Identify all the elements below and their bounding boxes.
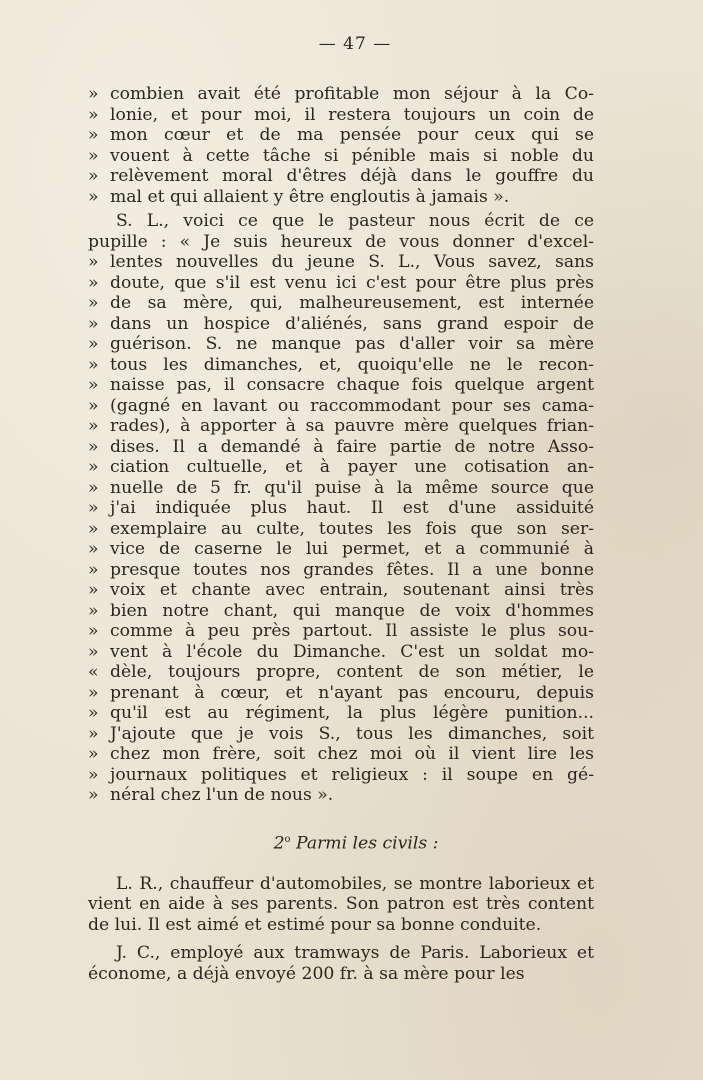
quote-mark: » — [88, 125, 99, 145]
line-text: dèle, toujours propre, content de son métier, le — [110, 662, 594, 682]
line-text: vent à l'école du Dimanche. C'est un soldat mo- — [110, 641, 594, 662]
page-number: — 47 — — [318, 34, 392, 54]
quote-line — [88, 539, 594, 560]
paragraph-lr — [88, 874, 594, 936]
quote-mark: » — [88, 477, 99, 498]
quote-line — [88, 146, 594, 167]
line-text: qu'il est au régiment, la plus légère punition... — [110, 703, 594, 723]
quote-mark: » — [88, 104, 99, 125]
paragraph-jc — [88, 943, 594, 984]
quote-line — [88, 457, 594, 478]
quote-line — [88, 785, 594, 806]
line-text: bien notre chant, qui manque de voix d'hommes — [110, 600, 594, 621]
quote-mark: » — [88, 703, 99, 723]
line-text: relèvement moral d'êtres déjà dans le gouffre du — [110, 166, 594, 186]
line-text: vice de caserne le lui permet, et a communié à — [110, 539, 594, 559]
line-text: (gagné en lavant ou raccommodant pour ses cama- — [110, 395, 594, 416]
quote-line — [88, 105, 594, 126]
quote-mark: » — [88, 600, 99, 621]
line-text: nuelle de 5 fr. qu'il puise à la même source que — [110, 477, 594, 498]
quote-mark: » — [88, 785, 99, 805]
line-text: chez mon frère, soit chez moi où il vient lire les — [110, 744, 594, 764]
quote-line — [88, 498, 594, 519]
line-text: tous les dimanches, et, quoiqu'elle ne le recon- — [110, 354, 594, 375]
line-text: rades), à apporter à sa pauvre mère quelques frian- — [110, 416, 594, 436]
line-text: dans un hospice d'aliénés, sans grand espoir de — [110, 313, 594, 334]
line-text: journaux politiques et religieux : il soupe en gé- — [110, 764, 594, 785]
page-body — [88, 84, 594, 984]
quote-line — [88, 166, 594, 187]
quote-line — [88, 744, 594, 765]
quote-line — [88, 375, 594, 396]
book-page — [88, 34, 594, 984]
quote-mark: » — [88, 559, 99, 580]
quote-mark: » — [88, 334, 99, 354]
quote-line — [88, 601, 594, 622]
quote-mark: » — [88, 293, 99, 313]
paragraph-sl — [88, 211, 594, 252]
quote-line — [88, 252, 594, 273]
text-line — [88, 232, 594, 253]
quote-line — [88, 355, 594, 376]
quote-line — [88, 125, 594, 146]
line-text: lentes nouvelles du jeune S. L., Vous savez, sans — [110, 252, 594, 272]
line-text: combien avait été profitable mon séjour à la Co- — [110, 84, 594, 104]
text-line — [88, 211, 594, 232]
quote-line — [88, 416, 594, 437]
quote-line — [88, 437, 594, 458]
quote-mark: » — [88, 84, 99, 104]
line-text: lonie, et pour moi, il restera toujours un coin de — [110, 104, 594, 125]
section-title: Parmi les civils : — [296, 833, 439, 854]
line-text: mon cœur et de ma pensée pour ceux qui se — [110, 125, 594, 145]
quote-line — [88, 396, 594, 417]
quote-mark: » — [88, 539, 99, 559]
quote-mark: » — [88, 518, 99, 539]
quote-line — [88, 765, 594, 786]
line-text: comme à peu près partout. Il assiste le plus sou- — [110, 621, 594, 641]
quote-mark: » — [88, 498, 99, 518]
line-text: de sa mère, qui, malheureusement, est internée — [110, 293, 594, 313]
quote-line — [88, 642, 594, 663]
quote-line — [88, 560, 594, 581]
quote-mark: « — [88, 662, 99, 682]
quote-line — [88, 519, 594, 540]
quote-mark: » — [88, 252, 99, 272]
quote-line — [88, 84, 594, 105]
quote-mark: » — [88, 621, 99, 641]
line-text: pupille : « Je suis heureux de vous donner d'excel- — [88, 231, 594, 252]
line-text: prenant à cœur, et n'ayant pas encouru, depuis — [110, 682, 594, 703]
quote-mark: » — [88, 436, 99, 457]
line-text: guérison. S. ne manque pas d'aller voir sa mère — [110, 334, 594, 354]
line-text: S. L., voici ce que le pasteur nous écrit de ce — [116, 211, 594, 231]
quote-mark: » — [88, 186, 99, 207]
quote-mark: » — [88, 723, 99, 744]
quote-line — [88, 724, 594, 745]
section-ordinal: o — [284, 833, 291, 845]
line-text: voix et chante avec entrain, soutenant ainsi très — [110, 580, 594, 600]
quote-mark: » — [88, 145, 99, 166]
quote-line — [88, 580, 594, 601]
line-text: dises. Il a demandé à faire partie de notre Asso- — [110, 436, 594, 457]
quote-mark: » — [88, 764, 99, 785]
quote-mark: » — [88, 313, 99, 334]
line-text: doute, que s'il est venu ici c'est pour être plus près — [110, 272, 594, 293]
paragraph-text: J. C., employé aux tramways de Paris. Laborieux et économe, a déjà envoyé 200 fr. à sa mère pour les — [88, 943, 594, 984]
line-text: néral chez l'un de nous ». — [110, 785, 334, 805]
quote-line — [88, 703, 594, 724]
quote-mark: » — [88, 682, 99, 703]
line-text: mal et qui allaient y être engloutis à jamais ». — [110, 186, 510, 207]
line-text: vouent à cette tâche si pénible mais si noble du — [110, 145, 594, 166]
quote-line — [88, 662, 594, 683]
quote-line — [88, 683, 594, 704]
quote-mark: » — [88, 354, 99, 375]
quote-line — [88, 273, 594, 294]
quote-line — [88, 293, 594, 314]
quote-mark: » — [88, 375, 99, 395]
quote-mark: » — [88, 457, 99, 477]
quote-mark: » — [88, 744, 99, 764]
quote-mark: » — [88, 166, 99, 186]
section-heading — [88, 830, 594, 854]
line-text: J'ajoute que je vois S., tous les dimanches, soit — [110, 723, 594, 744]
paragraph-spacer — [88, 935, 594, 943]
quote-mark: » — [88, 272, 99, 293]
quote-mark: » — [88, 416, 99, 436]
line-text: j'ai indiquée plus haut. Il est d'une assiduité — [110, 498, 594, 518]
line-text: naisse pas, il consacre chaque fois quelque argent — [110, 375, 594, 395]
quote-mark: » — [88, 580, 99, 600]
quote-line — [88, 334, 594, 355]
paragraph-text: L. R., chauffeur d'automobiles, se montre laborieux et vient en aide à ses parents. Son patron est très content de lui. Il est aimé et estimé pour sa bonne conduite. — [88, 873, 594, 935]
section-number: 2 — [273, 833, 285, 854]
quote-line — [88, 621, 594, 642]
quote-line — [88, 314, 594, 335]
line-text: exemplaire au culte, toutes les fois que son ser- — [110, 518, 594, 539]
quote-mark: » — [88, 395, 99, 416]
line-text: ciation cultuelle, et à payer une cotisation an- — [110, 457, 594, 477]
quotation-block-1 — [88, 84, 594, 207]
quote-line — [88, 187, 594, 208]
quotation-block-2 — [88, 252, 594, 806]
quote-mark: » — [88, 641, 99, 662]
line-text: presque toutes nos grandes fêtes. Il a une bonne — [110, 559, 594, 580]
quote-line — [88, 478, 594, 499]
